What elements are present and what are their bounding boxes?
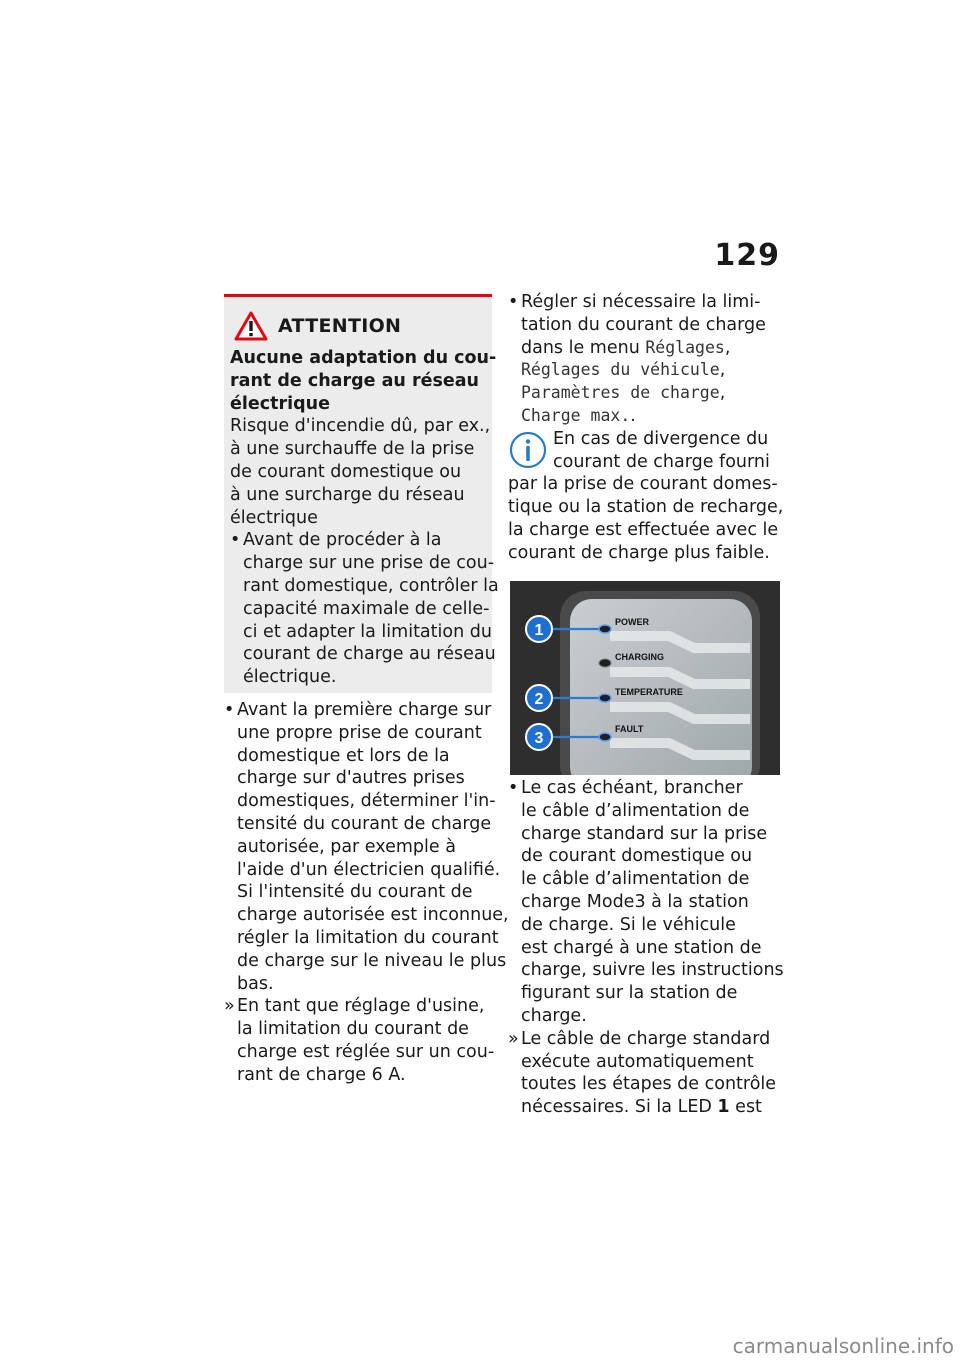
right-column-bottom <box>508 777 788 1119</box>
led-panel-illustration <box>510 581 780 775</box>
info-line: En cas de divergence du <box>553 428 769 449</box>
menu-item-charging-parameters: Paramètres de charge <box>521 383 720 403</box>
callout-3-label: 3 <box>534 730 544 747</box>
left-bullet-line: charge autorisée est inconnue, <box>237 905 509 926</box>
info-line: courant de charge fourni <box>553 451 770 472</box>
led-charging <box>599 659 611 667</box>
left-bullet-line: une propre prise de courant <box>237 722 482 743</box>
left-bullet-line: tensité du courant de charge <box>237 813 492 834</box>
right-column-top <box>508 291 788 565</box>
connect-line: Le cas échéant, brancher <box>521 778 743 798</box>
warning-bullet-line: ci et adapter la limitation du <box>243 621 492 642</box>
result-last-suffix: est <box>729 1097 762 1118</box>
warning-triangle-icon <box>234 311 268 341</box>
right-result <box>508 1028 788 1119</box>
left-result-line: la limitation du courant de <box>237 1019 469 1040</box>
info-line: tique ou la station de recharge, <box>508 497 784 518</box>
menu-item-max-charge: Charge max. <box>521 405 631 425</box>
left-column <box>224 699 509 1087</box>
left-bullet-line: autorisée, par exemple à <box>237 836 456 857</box>
warning-heading-line: électrique <box>230 393 330 414</box>
bullet-marker: • <box>508 778 519 798</box>
callout-2-label: 2 <box>534 691 544 708</box>
right-result-line: toutes les étapes de contrôle <box>521 1074 777 1095</box>
bullet-marker: • <box>508 292 519 312</box>
bullet-marker: • <box>224 700 235 720</box>
left-bullet-line: régler la limitation du courant <box>237 927 499 948</box>
left-bullet-line: Avant la première charge sur <box>237 700 492 720</box>
period: . <box>630 405 636 426</box>
menu-line <box>521 359 788 382</box>
left-bullet <box>224 699 509 995</box>
connect-line: de charge. Si le véhicule <box>521 914 736 935</box>
connect-line: charge standard sur la prise <box>521 823 768 844</box>
warning-body-line: Risque d'incendie dû, par ex., <box>230 416 491 437</box>
warning-body-line: de courant domestique ou <box>230 461 462 482</box>
menu-line <box>521 382 788 405</box>
watermark: carmanualsonline.info <box>732 1334 954 1358</box>
connect-line: le câble d’alimentation de <box>521 869 750 890</box>
left-result-line: rant de charge 6 A. <box>237 1064 406 1085</box>
led-label-power: POWER <box>615 617 650 627</box>
warning-heading <box>230 347 497 415</box>
info-line: courant de charge plus faible. <box>508 542 770 563</box>
left-bullet-line: charge sur d'autres prises <box>237 768 465 789</box>
comma: , <box>719 360 726 381</box>
bullet-marker: • <box>230 530 241 551</box>
warning-heading-line: Aucune adaptation du cou- <box>230 348 497 368</box>
connect-instruction <box>508 777 788 1028</box>
info-note <box>508 428 788 565</box>
callout-1-label: 1 <box>534 622 544 639</box>
led-temperature <box>599 694 611 702</box>
left-bullet-line: domestiques, déterminer l'in- <box>237 791 496 812</box>
warning-heading-line: rant de charge au réseau <box>230 370 480 391</box>
left-bullet-line: l'aide d'un électricien qualifié. <box>237 859 501 880</box>
warning-box <box>224 294 499 693</box>
left-bullet-line: de charge sur le niveau le plus <box>237 950 507 971</box>
led-fault <box>599 733 611 741</box>
warning-bullet-line: électrique. <box>243 667 337 688</box>
result-last-prefix: nécessaires. Si la LED <box>521 1097 718 1118</box>
warning-content <box>230 347 499 689</box>
comma: , <box>719 383 726 404</box>
connect-line: charge Mode3 à la station <box>521 891 749 912</box>
menu-prefix: dans le menu <box>521 337 646 358</box>
menu-intro-line: tation du courant de charge <box>521 314 766 335</box>
info-icon <box>508 430 548 470</box>
warning-header <box>234 309 486 343</box>
warning-bullet-line: capacité maximale de celle- <box>243 598 490 619</box>
led-label-temperature: TEMPERATURE <box>615 687 683 697</box>
connect-line: le câble d’alimentation de <box>521 800 750 821</box>
comma: , <box>724 337 731 358</box>
connect-line: figurant sur la station de <box>521 983 738 1004</box>
led-reference: 1 <box>717 1097 730 1118</box>
led-panel-figure <box>510 581 780 775</box>
warning-bullet-line: rant domestique, contrôler la <box>243 575 499 596</box>
led-label-fault: FAULT <box>615 724 644 734</box>
left-result-line: En tant que réglage d'usine, <box>237 996 485 1017</box>
menu-line <box>521 405 788 428</box>
warning-body-line: à une surcharge du réseau <box>230 484 465 505</box>
warning-bullet-line: charge sur une prise de cou- <box>243 553 495 574</box>
connect-line: de courant domestique ou <box>521 846 753 867</box>
warning-body-line: électrique <box>230 507 318 528</box>
connect-line: est chargé à une station de <box>521 937 762 958</box>
right-result-line: exécute automatiquement <box>521 1051 754 1072</box>
warning-body-line: à une surchauffe de la prise <box>230 439 475 460</box>
right-result-line <box>521 1096 788 1119</box>
left-result <box>224 995 494 1086</box>
menu-line <box>521 337 788 360</box>
left-bullet-line: domestique et lors de la <box>237 745 450 766</box>
connect-line: charge, suivre les instructions <box>521 960 784 981</box>
page-number: 129 <box>714 238 780 273</box>
connect-line: charge. <box>521 1005 587 1026</box>
info-line: par la prise de courant domes- <box>508 474 778 495</box>
warning-title: ATTENTION <box>278 315 402 337</box>
warning-body <box>230 415 491 529</box>
led-power <box>599 625 611 633</box>
result-marker: » <box>508 1028 519 1049</box>
warning-bullet <box>230 529 499 689</box>
left-bullet-line: bas. <box>237 973 274 994</box>
led-label-charging: CHARGING <box>615 652 664 662</box>
menu-intro-line: Régler si nécessaire la limi- <box>521 292 761 312</box>
menu-instruction <box>508 291 788 428</box>
left-result-line: charge est réglée sur un cou- <box>237 1041 495 1062</box>
info-line: la charge est effectuée avec le <box>508 519 779 540</box>
left-bullet-line: Si l'intensité du courant de <box>237 882 473 903</box>
menu-item-settings: Réglages <box>645 337 725 357</box>
right-result-line: Le câble de charge standard <box>521 1028 771 1049</box>
menu-item-vehicle-settings: Réglages du véhicule <box>521 360 720 380</box>
result-marker: » <box>224 996 235 1017</box>
warning-bullet-line: courant de charge au réseau <box>243 644 496 665</box>
warning-bullet-line: Avant de procéder à la <box>243 530 442 551</box>
